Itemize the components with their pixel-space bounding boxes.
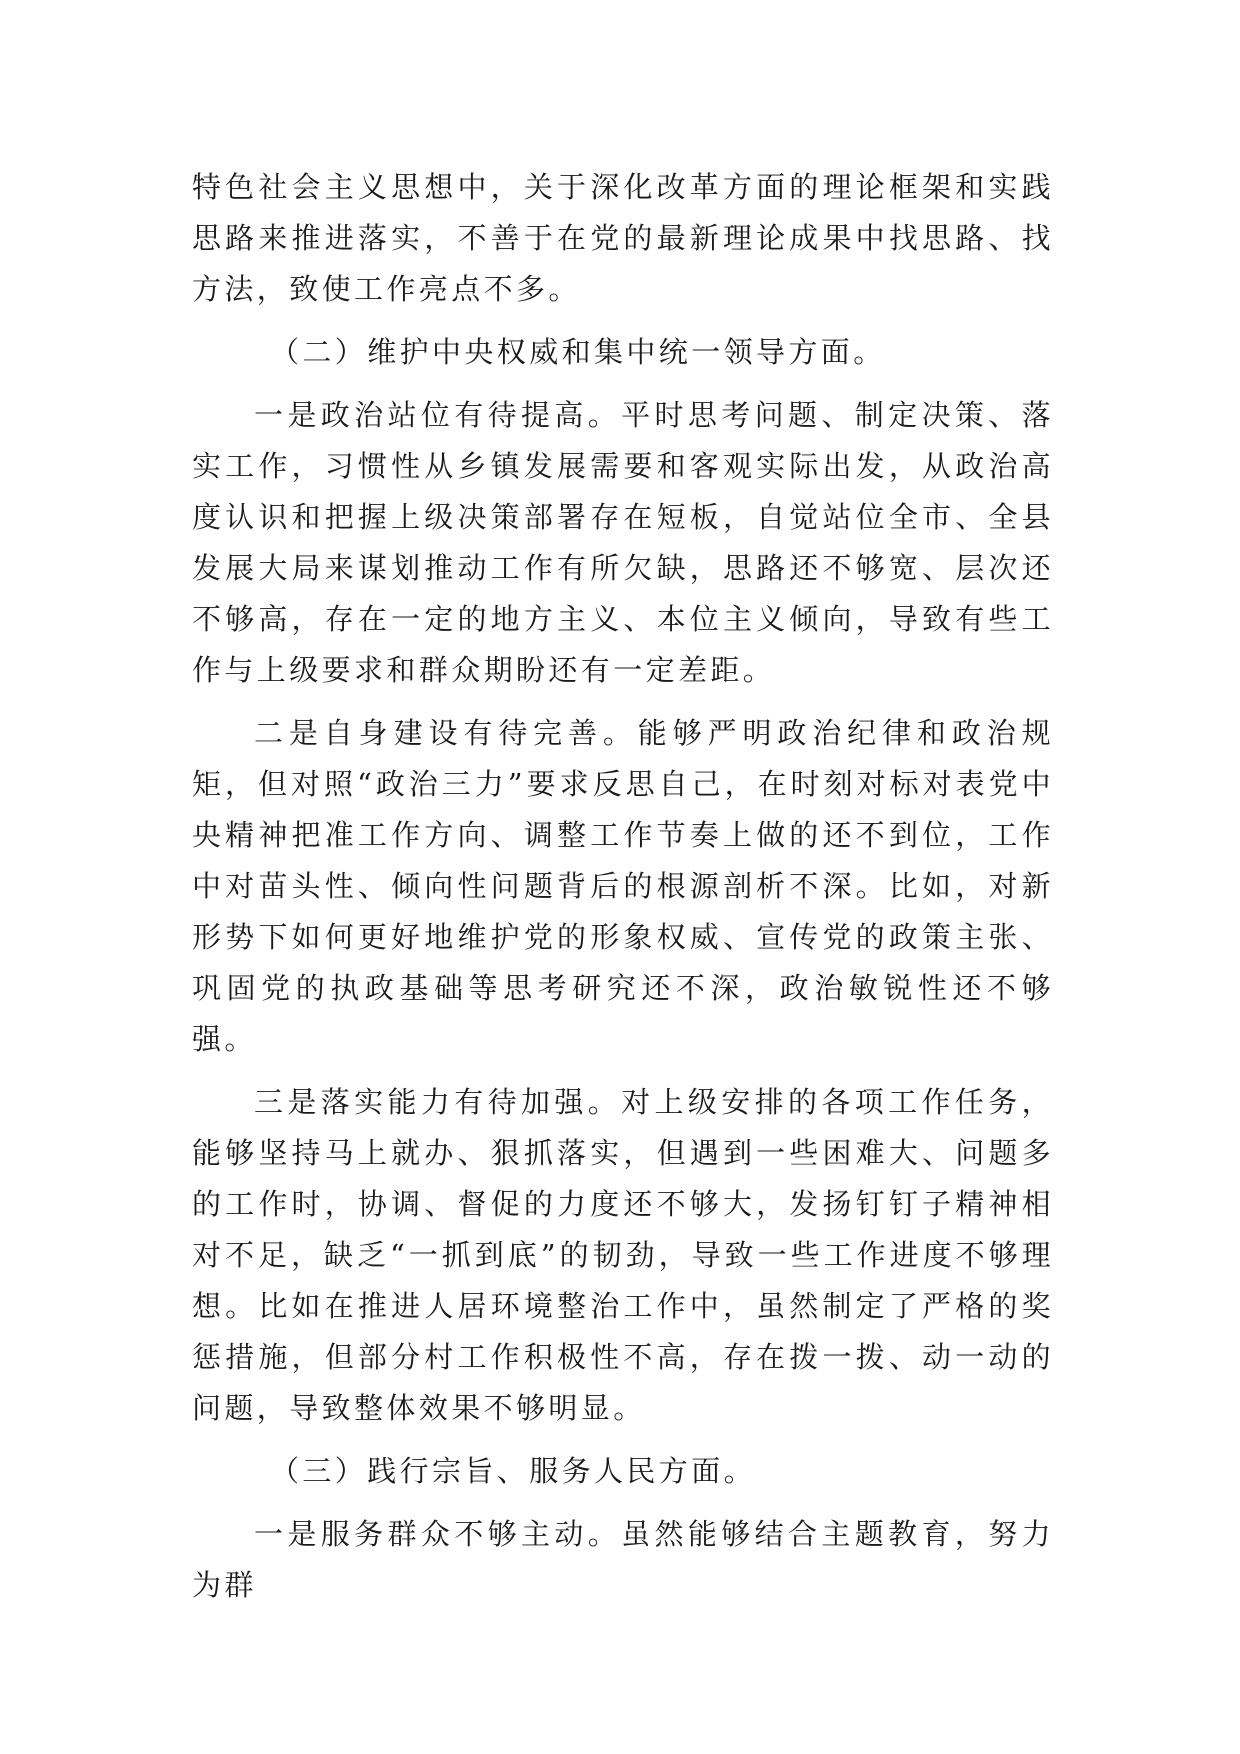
section-heading-three: （三）践行宗旨、服务人民方面。 [270, 1454, 757, 1488]
paragraph-self-building: 二是自身建设有待完善。能够严明政治纪律和政治规矩，但对照“政治三力”要求反思自己，在时刻对标对表党中央精神把准工作方向、调整工作节奏上做的还不到位，工作中对苗头性、倾向性问题背后的根源剖析不深。比如，对新形势下如何更好地维护党的形象权威、宣传党的政策主张、巩固党的执政基础等思考研究还不深，政治敏锐性还不够强。 [192, 716, 1054, 1056]
section-heading-two: （二）维护中央权威和集中统一领导方面。 [270, 335, 886, 369]
paragraph-political-stance: 一是政治站位有待提高。平时思考问题、制定决策、落实工作，习惯性从乡镇发展需要和客观实际出发，从政治高度认识和把握上级决策部署存在短板，自觉站位全市、全县发展大局来谋划推动工作有所欠缺，思路还不够宽、层次还不够高，存在一定的地方主义、本位主义倾向，导致有些工作与上级要求和群众期盼还有一定差距。 [192, 398, 1054, 687]
document-body [192, 162, 1054, 1611]
paragraph-serving-masses: 一是服务群众不够主动。虽然能够结合主题教育，努力为群 [192, 1517, 1054, 1602]
paragraph-continuation: 特色社会主义思想中，关于深化改革方面的理论框架和实践思路来推进落实，不善于在党的最新理论成果中找思路、找方法，致使工作亮点不多。 [192, 170, 1054, 306]
paragraph-implementation: 三是落实能力有待加强。对上级安排的各项工作任务，能够坚持马上就办、狠抓落实，但遇到一些困难大、问题多的工作时，协调、督促的力度还不够大，发扬钉钉子精神相对不足，缺乏“一抓到底”的韧劲，导致一些工作进度不够理想。比如在推进人居环境整治工作中，虽然制定了严格的奖惩措施，但部分村工作积极性不高，存在拨一拨、动一动的问题，导致整体效果不够明显。 [192, 1085, 1054, 1425]
